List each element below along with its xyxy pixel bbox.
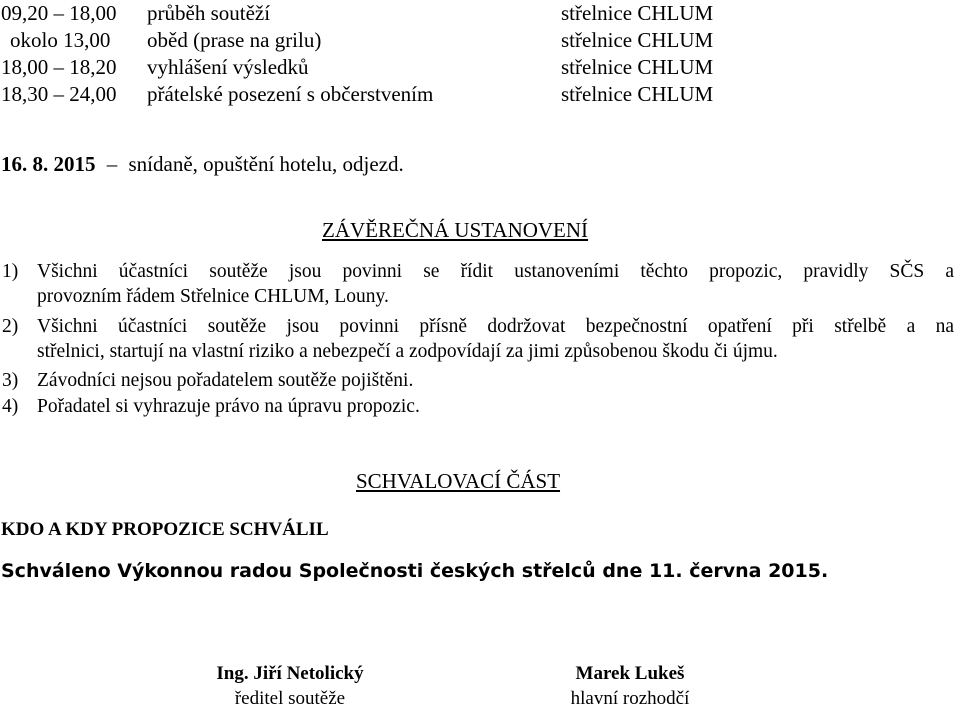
schedule-time: okolo 13,00: [10, 28, 111, 52]
schedule-time: 18,00 – 18,20: [1, 55, 117, 79]
schedule-row: [0, 27, 960, 54]
signature-role: hlavní rozhodčí: [570, 688, 690, 709]
schedule-time: 18,30 – 24,00: [1, 82, 117, 106]
departure-dash: –: [106, 152, 118, 176]
provision-number: 2): [2, 316, 19, 337]
departure-text: snídaně, opuštění hotelu, odjezd.: [128, 152, 404, 176]
schedule-place: střelnice CHLUM: [561, 82, 714, 106]
schedule-place: střelnice CHLUM: [561, 28, 714, 52]
provision-text-line: střelnici, startují na vlastní riziko a nebezpečí a zodpovídají za jimi způsobenou škodu či újmu.: [37, 341, 778, 362]
schedule-activity: vyhlášení výsledků: [147, 55, 309, 79]
provision-text-line: Pořadatel si vyhrazuje právo na úpravu propozic.: [37, 396, 420, 417]
departure-date: 16. 8. 2015: [1, 152, 96, 176]
provision-text-line: Všichni účastníci soutěže jsou povinni se řídit ustanoveními těchto propozic, pravidly SČS a: [37, 261, 954, 282]
approval-who-label: KDO A KDY PROPOZICE SCHVÁLIL: [1, 519, 329, 540]
schedule-time: 09,20 – 18,00: [1, 1, 117, 25]
final-provisions-heading: ZÁVĚREČNÁ USTANOVENÍ: [322, 218, 589, 242]
provision-item: [0, 259, 960, 309]
schedule-activity: oběd (prase na grilu): [147, 28, 322, 52]
provision-number: 4): [2, 396, 19, 417]
schedule-activity: přátelské posezení s občerstvením: [147, 82, 434, 106]
provision-item: [0, 368, 960, 393]
provision-text-line: Všichni účastníci soutěže jsou povinni přísně dodržovat bezpečnostní opatření při střelbě a na: [37, 316, 954, 337]
provision-text-line: provozním řádem Střelnice CHLUM, Louny.: [37, 286, 389, 307]
schedule-table: [0, 0, 960, 110]
approval-heading: SCHVALOVACÍ ČÁST: [356, 469, 561, 493]
schedule-activity: průběh soutěží: [147, 1, 271, 25]
departure-line: [1, 152, 404, 177]
approval-statement: Schváleno Výkonnou radou Společnosti českých střelců dne 11. června 2015.: [1, 560, 829, 582]
schedule-row: [0, 54, 960, 81]
signature-name: Ing. Jiří Netolický: [216, 663, 364, 684]
signature-name: Marek Lukeš: [575, 663, 685, 684]
provision-item: [0, 394, 960, 419]
provision-text-line: Závodníci nejsou pořadatelem soutěže pojištěni.: [37, 370, 414, 391]
schedule-place: střelnice CHLUM: [561, 55, 714, 79]
schedule-place: střelnice CHLUM: [561, 1, 714, 25]
provision-number: 3): [2, 370, 19, 391]
schedule-row: [0, 0, 960, 27]
provision-number: 1): [2, 261, 19, 282]
signature-role: ředitel soutěže: [234, 688, 346, 709]
schedule-row: [0, 81, 960, 108]
provision-item: [0, 314, 960, 364]
